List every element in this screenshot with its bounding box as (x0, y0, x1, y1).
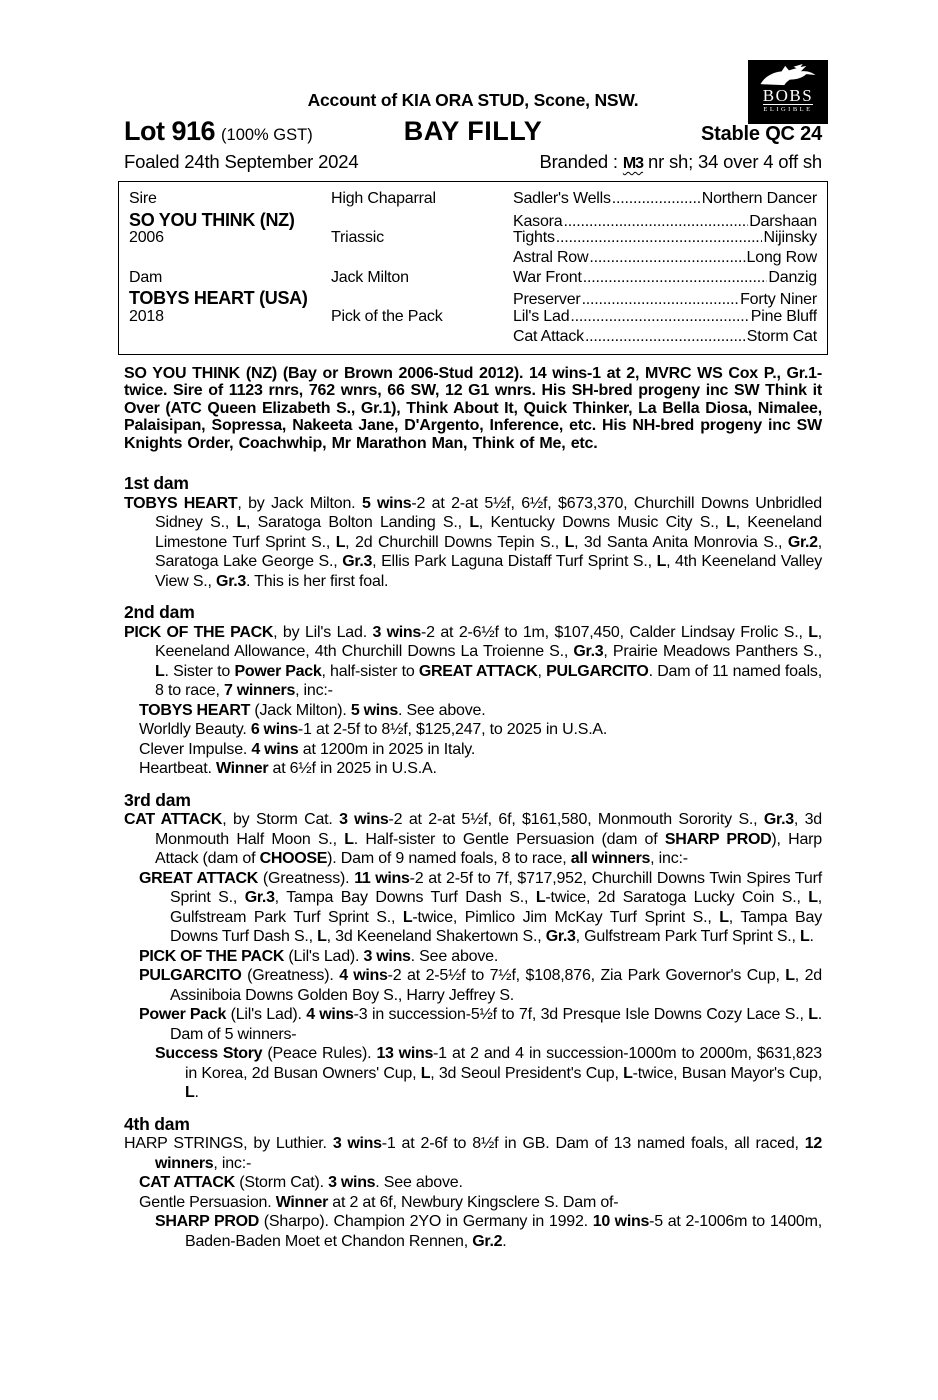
account-line: Account of KIA ORA STUD, Scone, NSW. (307, 90, 639, 110)
leader-dots (589, 249, 745, 267)
brand-mark: M3 (622, 155, 644, 172)
branded-prefix: Branded : (539, 151, 623, 172)
dam-sections (124, 474, 822, 1251)
pedigree-ancestor-row (513, 249, 817, 267)
pedigree-entry: HARP STRINGS, by Luthier. 3 wins-1 at 2-6f to 8½f in GB. Dam of 13 named foals, all raced, 12 winners, inc:- (124, 1135, 822, 1172)
dam-section-heading: 3rd dam (124, 789, 191, 810)
pedigree-horse-name: SO YOU THINK (NZ) (129, 209, 295, 230)
pedigree-entry: Heartbeat. Winner at 6½f in 2025 in U.S.A. (139, 760, 437, 777)
sire-note: SO YOU THINK (NZ) (Bay or Brown 2006-Stud 2012). 14 wins-1 at 2, MVRC WS Cox P., Gr.1-twice. Sire of 1123 rnrs, 762 wnrs, 66 SW, 12 G1 wnrs. His SH-bred progeny inc SW Think it Over (ATC Queen Elizabeth S., Gr.1), Think About It, Quick Thinker, La Bella Diosa, Nimalee, Palaisipan, Sopressa, Nakeeta Jane, D'Argento, Inference, etc. His NH-bred progeny inc SW Knights Order, Coachwhip, Mr Marathon Man, Think of Me, etc. (124, 364, 822, 452)
leader-dots (583, 269, 768, 287)
pedigree-ancestor-row (513, 229, 817, 247)
ancestor-sire: Forty Niner (740, 291, 817, 309)
pedigree-entry: TOBYS HEART, by Jack Milton. 5 wins-2 at 2-at 5½f, 6½f, $673,370, Churchill Downs Unbridled Sidney S., L, Saratoga Bolton Landing S., L, Kentucky Downs Music City S., L, Keeneland Limestone Turf Sprint S., L, 2d Churchill Downs Tepin S., L, 3d Santa Anita Monrovia S., Gr.2, Saratoga Lake George S., Gr.3, Ellis Park Laguna Distaff Turf Sprint S., L, 4th Keeneland Valley View S., Gr.3. This is her first foal. (124, 494, 823, 590)
pedigree-entry: Worldly Beauty. 6 wins-1 at 2-5f to 8½f, $125,247, to 2025 in U.S.A. (139, 721, 608, 738)
branded-line (539, 151, 822, 173)
gst-note: (100% GST) (221, 126, 313, 144)
pedigree-entry: PULGARCITO (Greatness). 4 wins-2 at 2-5½f to 7½f, $108,876, Zia Park Governor's Cup, L, 2d Assiniboia Downs Golden Boy S., Harry Jeffrey S. (139, 967, 822, 1004)
pedigree-table (118, 181, 828, 355)
dam-section-heading: 1st dam (124, 473, 189, 493)
ancestor-name: Preserver (513, 291, 581, 309)
pedigree-entry: PICK OF THE PACK (Lil's Lad). 3 wins. See above. (139, 947, 499, 965)
ancestor-name: Tights (513, 229, 555, 247)
ancestor-sire: Nijinsky (763, 229, 817, 247)
pedigree-year: 2018 (129, 308, 164, 326)
bobs-logo-word: BOBS (762, 86, 814, 105)
pedigree-ancestor-row (513, 269, 817, 287)
pedigree-parent: Triassic (331, 229, 384, 247)
foaled-row (124, 151, 822, 173)
ancestor-sire: Danzig (768, 268, 817, 286)
leader-dots (582, 291, 740, 309)
pedigree-role: Dam (129, 268, 163, 286)
ancestor-sire: Long Row (746, 249, 817, 267)
bobs-logo-subtext: ELIGIBLE (763, 106, 813, 113)
leader-dots (570, 308, 749, 326)
pedigree-entry: GREAT ATTACK (Greatness). 11 wins-2 at 2-5f to 7f, $717,952, Churchill Downs Twin Spires Turf Sprint S., Gr.3, Tampa Bay Downs Turf Dash S., L-twice, 2d Saratoga Lucky Coin S., L, Gulfstream Park Turf Sprint S., L-twice, Pimlico Jim McKay Turf Sprint S., L, Tampa Bay Downs Turf Dash S., L, 3d Keeneland Shakertown S., Gr.3, Gulfstream Park Turf Sprint S., L. (139, 869, 822, 945)
dam-section-heading: 4th dam (124, 1113, 190, 1134)
ancestor-name: War Front (513, 268, 582, 286)
pedigree-parent: Jack Milton (331, 268, 409, 286)
pedigree-entry: Power Pack (Lil's Lad). 4 wins-3 in succession-5½f to 7f, 3d Presque Isle Downs Cozy Lace S., L. Dam of 5 winners- (139, 1006, 822, 1043)
leader-dots (612, 190, 701, 208)
pedigree-ancestor-row (513, 328, 817, 346)
lot-row (124, 116, 822, 147)
ancestor-sire: Northern Dancer (701, 190, 817, 207)
pedigree-parent: Pick of the Pack (331, 308, 443, 326)
pedigree-entry: PICK OF THE PACK, by Lil's Lad. 3 wins-2 at 2-6½f to 1m, $107,450, Calder Lindsay Frolic S., L, Keeneland Allowance, 4th Churchill Downs La Troienne S., Gr.3, Prairie Meadows Panthers S., L. Sister to Power Pack, half-sister to GREAT ATTACK, PULGARCITO. Dam of 11 named foals, 8 to race, 7 winners, inc:- (124, 623, 822, 699)
pedigree-ancestor-row (513, 190, 817, 208)
pedigree-entry: SHARP PROD (Sharpo). Champion 2YO in Germany in 1992. 10 wins-5 at 2-1006m to 1400m, Baden-Baden Moet et Chandon Rennen, Gr.2. (155, 1213, 822, 1250)
pedigree-entry: CAT ATTACK, by Storm Cat. 3 wins-2 at 2-at 5½f, 6f, $161,580, Monmouth Sorority S., Gr.3, 3d Monmouth Half Moon S., L. Half-sister to Gentle Persuasion (dam of SHARP PROD), Harp Attack (dam of CHOOSE). Dam of 9 named foals, 8 to race, all winners, inc:- (124, 811, 822, 867)
lot-left-group (124, 116, 404, 147)
pedigree-entry: CAT ATTACK (Storm Cat). 3 wins. See above. (139, 1174, 463, 1191)
ancestor-name: Astral Row (513, 249, 589, 267)
pedigree-entry: TOBYS HEART (Jack Milton). 5 wins. See above. (139, 701, 486, 719)
ancestor-sire: Darshaan (749, 212, 817, 230)
dam-section-heading: 2nd dam (124, 602, 195, 622)
pedigree-role: Sire (129, 190, 157, 207)
pedigree-year: 2006 (129, 229, 164, 247)
branded-suffix: nr sh; 34 over 4 off sh (643, 151, 822, 172)
pedigree-ancestor-row (513, 213, 817, 231)
pedigree-parent: High Chaparral (331, 190, 436, 207)
pedigree-entry: Clever Impulse. 4 wins at 1200m in 2025 in Italy. (139, 740, 476, 758)
ancestor-name: Cat Attack (513, 327, 584, 345)
pedigree-entry: Success Story (Peace Rules). 13 wins-1 at 2 and 4 in succession-1000m to 2000m, $631,823 in Korea, 2d Busan Owners' Cup, L, 3d Seoul President's Cup, L-twice, Busan Mayor's Cup, L. (155, 1045, 822, 1101)
leader-dots (585, 328, 746, 346)
leader-dots (556, 229, 763, 247)
ancestor-name: Sadler's Wells (513, 190, 611, 207)
stable-number: Stable QC 24 (701, 123, 822, 145)
ancestor-sire: Pine Bluff (750, 308, 817, 326)
pedigree-ancestor-row (513, 291, 817, 309)
catalogue-content (124, 0, 822, 1251)
foaled-date: Foaled 24th September 2024 (124, 151, 359, 172)
page-title: BAY FILLY (403, 116, 543, 146)
lot-number: Lot 916 (124, 116, 216, 146)
ancestor-name: Lil's Lad (513, 308, 570, 326)
ancestor-sire: Storm Cat (746, 327, 817, 345)
pedigree-ancestor-row (513, 308, 817, 326)
pedigree-entry: Gentle Persuasion. Winner at 2 at 6f, Newbury Kingsclere S. Dam of- (139, 1193, 619, 1211)
pedigree-horse-name: TOBYS HEART (USA) (129, 288, 308, 309)
ancestor-name: Kasora (513, 212, 563, 230)
leader-dots (564, 213, 749, 231)
